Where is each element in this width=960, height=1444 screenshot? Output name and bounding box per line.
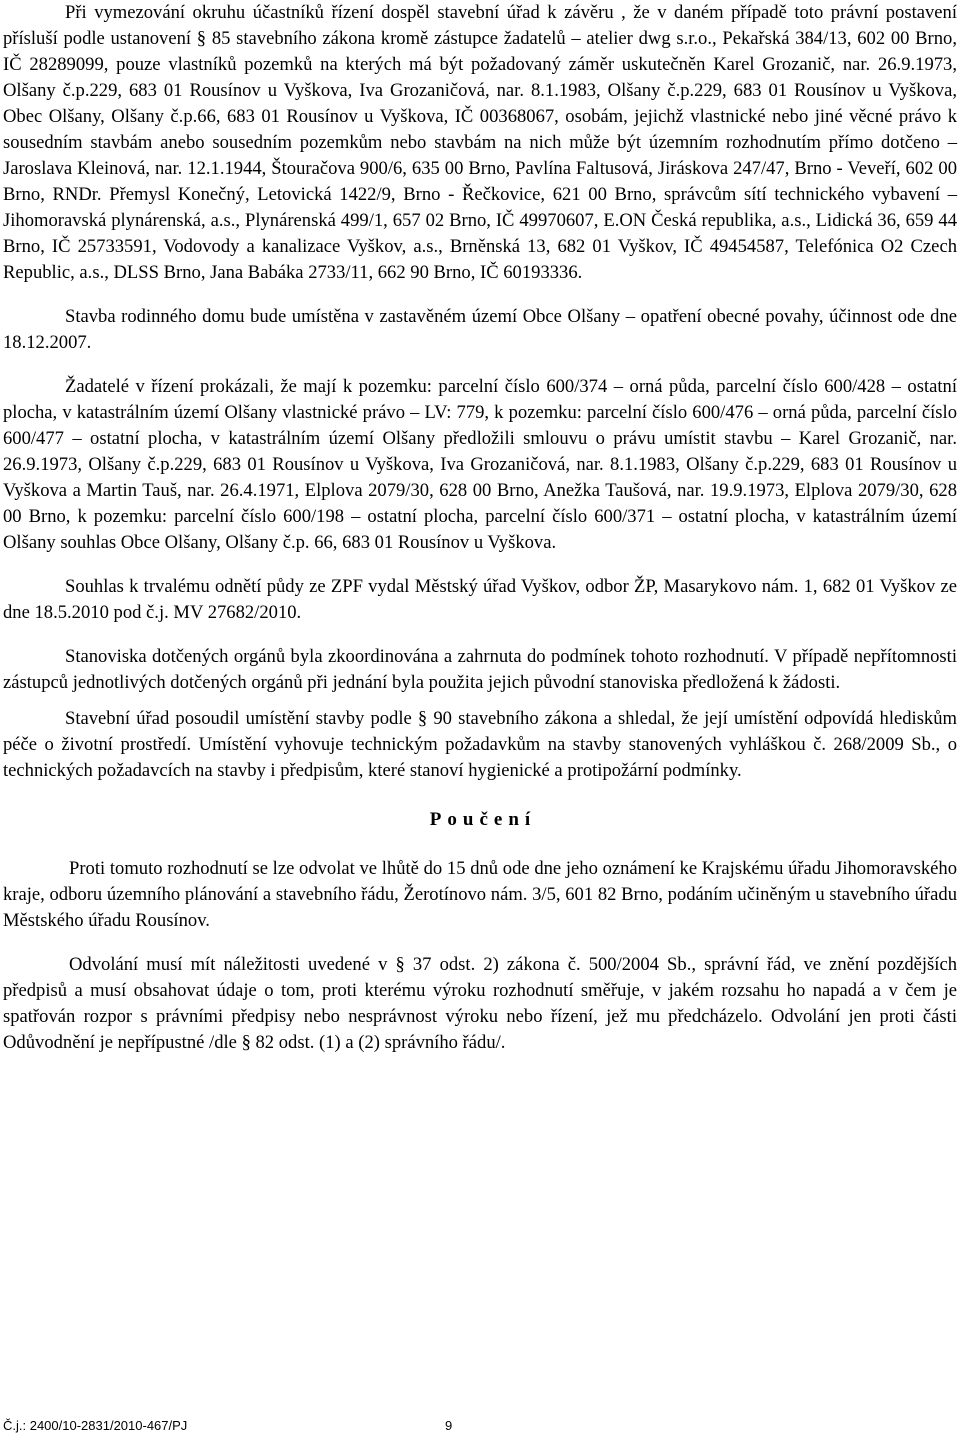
footer-reference-number: Č.j.: 2400/10-2831/2010-467/PJ [3,1418,188,1433]
paragraph-appeal: Proti tomuto rozhodnutí se lze odvolat ve lhůtě do 15 dnů ode dne jeho oznámení ke Krajskému úřadu Jihomoravského kraje, odboru územního plánování a stavebního řádu, Žerotínovo nám. 3/5, 601 82 Brno, podáním učiněným u stavebního úřadu Městského úřadu Rousínov. [3,858,957,931]
paragraph-participants: Při vymezování okruhu účastníků řízení dospěl stavební úřad k závěru , že v daném případě toto právní postavení přísluší podle ustanovení § 85 stavebního zákona kromě zástupce žadatelů – atelier dwg s.r.o., Pekařská 384/13, 602 00 Brno, IČ 28289099, pouze vlastníků pozemků na kterých má být požadovaný záměr uskutečněn Karel Grozanič, nar. 26.9.1973, Olšany č.p.229, 683 01 Rousínov u Vyškova, Iva Grozaničová, nar. 8.1.1983, Olšany č.p.229, 683 01 Rousínov u Vyškova, Obec Olšany, Olšany č.p.66, 683 01 Rousínov u Vyškova, IČ 00368067, osobám, jejichž vlastnické nebo jiné věcné právo k sousedním stavbám anebo sousedním pozemkům nebo stavbám na nich může být územním rozhodnutím přímo dotčeno – Jaroslava Kleinová, nar. 12.1.1944, Štouračova 900/6, 635 00 Brno, Pavlína Faltusová, Jiráskova 247/47, Brno - Veveří, 602 00 Brno, RNDr. Přemysl Konečný, Letovická 1422/9, Brno - Řečkovice, 621 00 Brno, správcům sítí technického vybavení – Jihomoravská plynárenská, a.s., Plynárenská 499/1, 657 02 Brno, IČ 49970607, E.ON Česká republika, a.s., Lidická 36, 659 44 Brno, IČ 25733591, Vodovody a kanalizace Vyškov, a.s., Brněnská 13, 682 01 Vyškov, IČ 49454587, Telefónica O2 Czech Republic, a.s., DLSS Brno, Jana Babáka 2733/11, 662 90 Brno, IČ 60193336. [3,2,957,283]
paragraph-authority-opinions: Stanoviska dotčených orgánů byla zkoordinována a zahrnuta do podmínek tohoto rozhodnutí. V případě nepřítomnosti zástupců jednotlivých dotčených orgánů při jednání byla použita jejich původní stanoviska předložená k žádosti. [3,646,957,693]
paragraph-zpf-consent: Souhlas k trvalému odnětí půdy ze ZPF vydal Městský úřad Vyškov, odbor ŽP, Masarykovo nám. 1, 682 01 Vyškov ze dne 18.5.2010 pod č.j. MV 27682/2010. [3,576,957,623]
heading-pouceni: Poučení [429,809,537,830]
page-footer [3,1416,503,1436]
paragraph-appeal-requirements: Odvolání musí mít náležitosti uvedené v § 37 odst. 2) zákona č. 500/2004 Sb., správní řád, ve znění pozdějších předpisů a musí obsahovat údaje o tom, proti kterému výroku rozhodnutí směřuje, v jakém rozsahu ho napadá a v čem je spatřován rozpor s právními předpisy nebo nesprávnost výroku nebo řízení, jež mu předcházelo. Odvolání jen proti části Odůvodnění je nepřípustné /dle § 82 odst. (1) a (2) správního řádu/. [3,954,957,1053]
paragraph-assessment: Stavební úřad posoudil umístění stavby podle § 90 stavebního zákona a shledal, že její umístění odpovídá hlediskům péče o životní prostředí. Umístění vyhovuje technickým požadavkům na stavby stanovených vyhláškou č. 268/2009 Sb., o technických požadavcích na stavby i předpisům, které stanoví hygienické a protipožární podmínky. [3,708,957,781]
document-body [3,0,957,1056]
footer-page-number: 9 [445,1418,453,1433]
paragraph-zoning: Stavba rodinného domu bude umístěna v zastavěném území Obce Olšany – opatření obecné povahy, účinnost ode dne 18.12.2007. [3,306,957,353]
paragraph-ownership: Žadatelé v řízení prokázali, že mají k pozemku: parcelní číslo 600/374 – orná půda, parcelní číslo 600/428 – ostatní plocha, v katastrálním území Olšany vlastnické právo – LV: 779, k pozemku: parcelní číslo 600/476 – orná půda, parcelní číslo 600/477 – ostatní plocha, v katastrálním území Olšany předložili smlouvu o právu umístit stavbu – Karel Grozanič, nar. 26.9.1973, Olšany č.p.229, 683 01 Rousínov u Vyškova, Iva Grozaničová, nar. 8.1.1983, Olšany č.p.229, 683 01 Rousínov u Vyškova a Martin Tauš, nar. 26.4.1971, Elplova 2079/30, 628 00 Brno, Anežka Taušová, nar. 19.9.1973, Elplova 2079/30, 628 00 Brno, k pozemku: parcelní číslo 600/198 – ostatní plocha, parcelní číslo 600/371 – ostatní plocha, v katastrálním území Olšany souhlas Obce Olšany, Olšany č.p. 66, 683 01 Rousínov u Vyškova. [3,376,957,553]
